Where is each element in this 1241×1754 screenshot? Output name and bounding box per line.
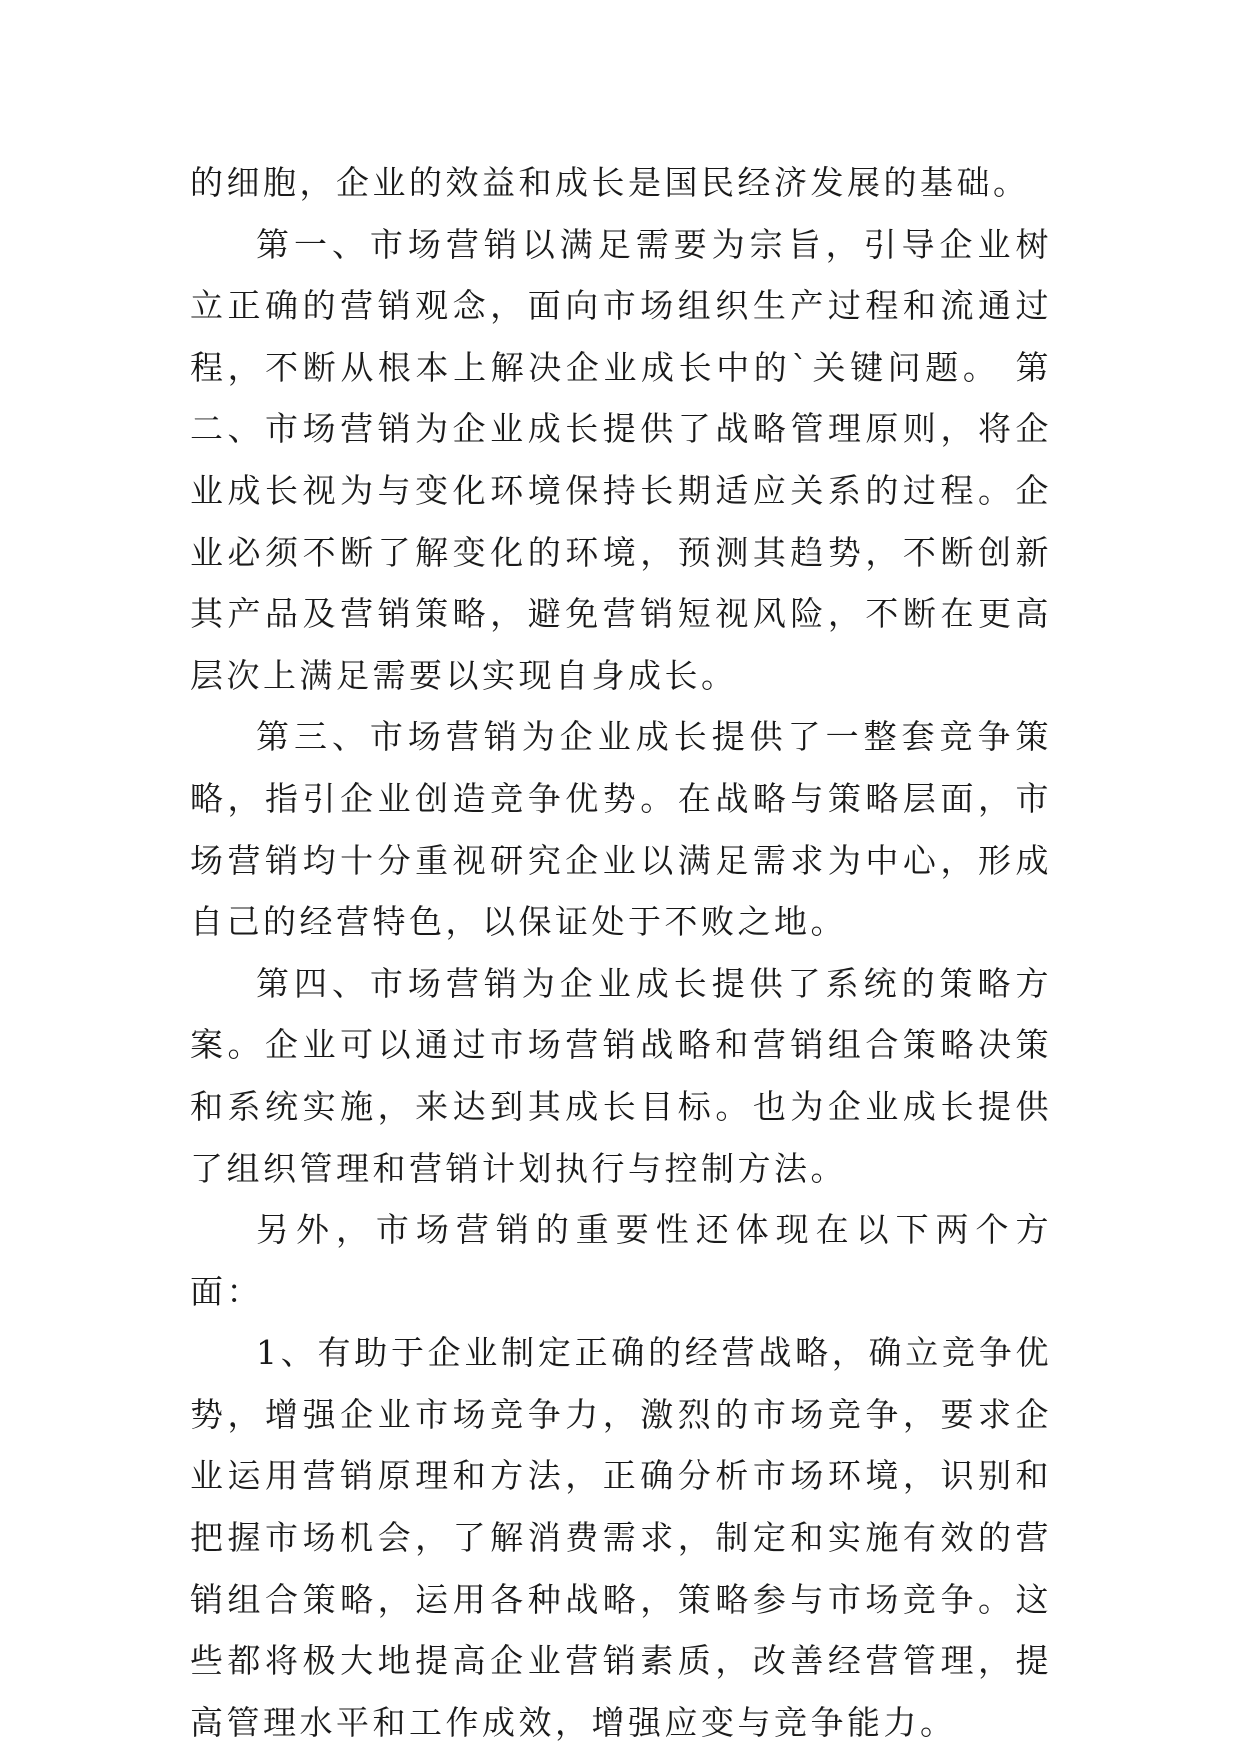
paragraph-additionally: 另外，市场营销的重要性还体现在以下两个方面：	[190, 1210, 1052, 1311]
paragraph-continuation: 的细胞，企业的效益和成长是国民经济发展的基础。	[190, 163, 1030, 202]
paragraph-point-one-two: 第一、市场营销以满足需要为宗旨，引导企业树立正确的营销观念，面向市场组织生产过程和流通过程，不断从根本上解决企业成长中的`关键问题。 第二、市场营销为企业成长提供了战略管理原则，将企业成长视为与变化环境保持长期适应关系的过程。企业必须不断了解变化的环境，预测其趋势，不断创新其产品及营销策略，避免营销短视风险，不断在更高层次上满足需要以实现自身成长。	[190, 224, 1052, 695]
document-body	[190, 152, 1052, 1753]
paragraph-item-one: 1、有助于企业制定正确的经营战略，确立竞争优势，增强企业市场竞争力，激烈的市场竞争，要求企业运用营销原理和方法，正确分析市场环境，识别和把握市场机会，了解消费需求，制定和实施有效的营销组合策略，运用各种战略，策略参与市场竞争。这些都将极大地提高企业营销素质，改善经营管理，提高管理水平和工作成效，增强应变与竞争能力。	[190, 1333, 1052, 1742]
paragraph-point-four: 第四、市场营销为企业成长提供了系统的策略方案。企业可以通过市场营销战略和营销组合策略决策和系统实施，来达到其成长目标。也为企业成长提供了组织管理和营销计划执行与控制方法。	[190, 963, 1052, 1188]
paragraph-point-three: 第三、市场营销为企业成长提供了一整套竞争策略，指引企业创造竞争优势。在战略与策略层面，市场营销均十分重视研究企业以满足需求为中心，形成自己的经营特色，以保证处于不败之地。	[190, 717, 1052, 942]
